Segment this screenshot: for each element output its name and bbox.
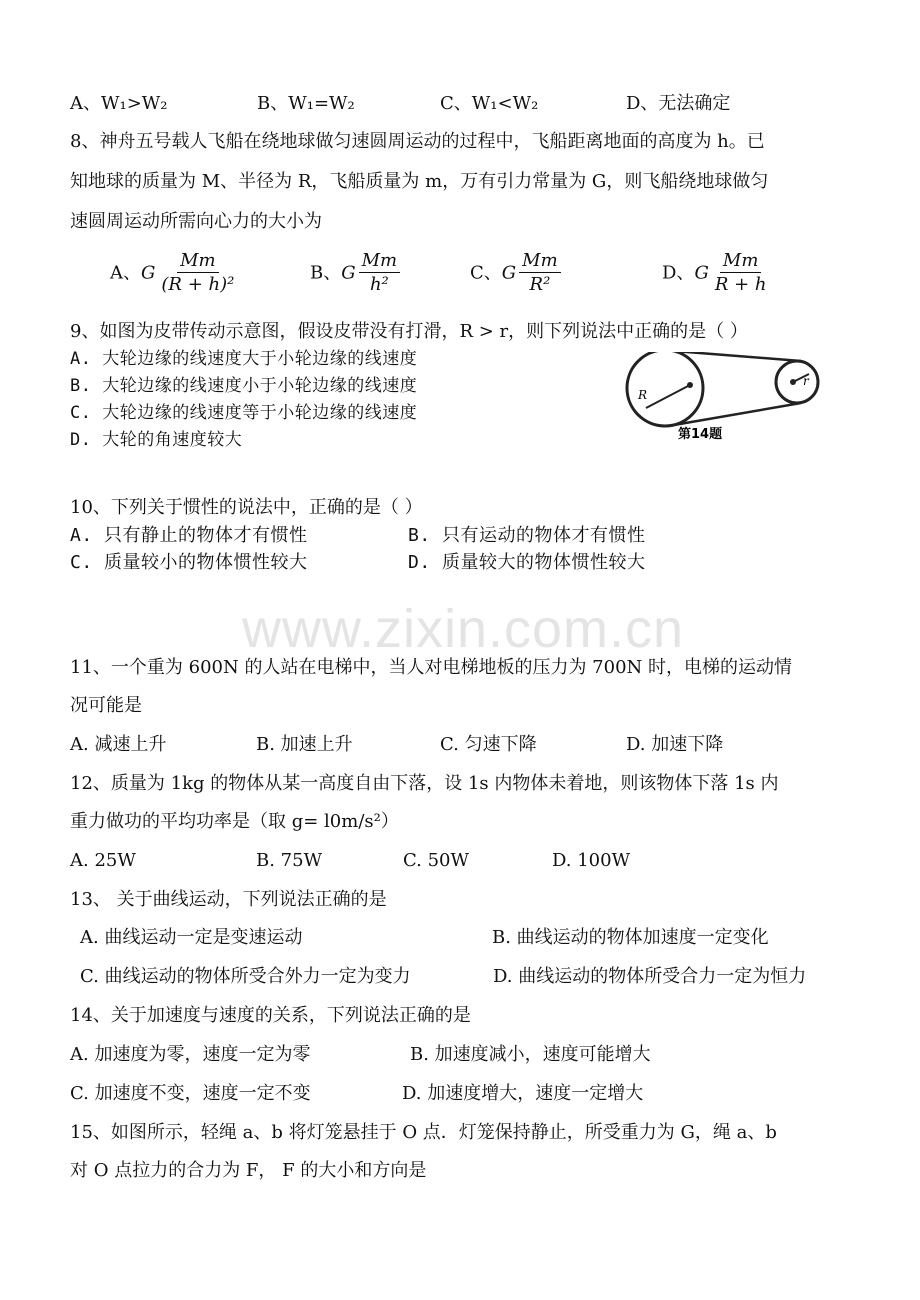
q9-stem: 9、如图为皮带传动示意图，假设皮带没有打滑，R > r，则下列说法中正确的是（ ） (70, 321, 748, 342)
q8-stem-line-1: 8、神舟五号载人飞船在绕地球做匀速圆周运动的过程中，飞船距离地面的高度为 h。已 (70, 131, 765, 152)
q7-option-c: C、W₁<W₂ (440, 93, 539, 114)
formula-g: G (694, 262, 709, 284)
q13-option-c: C. 曲线运动的物体所受合外力一定为变力 (80, 966, 411, 987)
q11-option-a: A. 减速上升 (70, 734, 167, 755)
q10-stem: 10、下列关于惯性的说法中，正确的是（ ） (70, 497, 423, 518)
q13-stem: 13、 关于曲线运动，下列说法正确的是 (70, 889, 387, 910)
q12-stem-line-1: 12、质量为 1kg 的物体从某一高度自由下落，设 1s 内物体未着地，则该物体下落 1s 内 (70, 773, 779, 794)
fraction-denominator: R² (529, 274, 551, 295)
small-wheel (776, 361, 818, 403)
q14-option-b: B. 加速度减小，速度可能增大 (410, 1044, 651, 1065)
formula-g: G (501, 262, 517, 284)
q7-option-b: B、W₁=W₂ (257, 93, 355, 114)
q9-option-c: C. 大轮边缘的线速度等于小轮边缘的线速度 (70, 403, 418, 423)
q10-option-a: A. 只有静止的物体才有惯性 (70, 525, 308, 546)
q8-stem-line-2: 知地球的质量为 M、半径为 R，飞船质量为 m，万有引力常量为 G，则飞船绕地球做匀 (70, 171, 769, 192)
q14-option-a: A. 加速度为零，速度一定为零 (70, 1044, 311, 1065)
fraction (519, 250, 561, 297)
fraction (359, 250, 401, 297)
q11-option-c: C. 匀速下降 (440, 734, 537, 755)
fraction (158, 250, 237, 297)
q8-option-a (110, 250, 237, 297)
q11-stem-line-1: 11、一个重为 600N 的人站在电梯中，当人对电梯地板的压力为 700N 时，电梯的运动情 (70, 657, 793, 678)
q8-option-d (662, 250, 770, 297)
q10-option-c: C. 质量较小的物体惯性较大 (70, 552, 308, 573)
q10-option-b: B. 只有运动的物体才有惯性 (408, 525, 646, 546)
q14-stem: 14、关于加速度与速度的关系，下列说法正确的是 (70, 1005, 471, 1026)
option-letter: B、 (310, 262, 342, 284)
q13-option-b: B. 曲线运动的物体加速度一定变化 (492, 927, 769, 948)
q8-option-c (470, 250, 561, 297)
q11-option-d: D. 加速下降 (626, 734, 724, 755)
q7-option-d: D、无法确定 (626, 93, 731, 114)
q9-option-b: B. 大轮边缘的线速度小于小轮边缘的线速度 (70, 376, 418, 396)
q15-stem-line-2: 对 O 点拉力的合力为 F， F 的大小和方向是 (70, 1160, 427, 1181)
q9-option-d: D. 大轮的角速度较大 (70, 430, 243, 450)
q8-option-b (310, 250, 400, 297)
q12-stem-line-2: 重力做功的平均功率是（取 g= l0m/s²） (70, 811, 399, 832)
q12-option-d: D. 100W (552, 850, 631, 871)
fraction-numerator: Mm (177, 250, 219, 273)
belt-top (674, 352, 801, 361)
q7-option-a: A、W₁>W₂ (70, 93, 168, 114)
q13-option-d: D. 曲线运动的物体所受合力一定为恒力 (493, 966, 807, 987)
fraction-denominator: R + h (714, 274, 767, 295)
q8-stem-line-3: 速圆周运动所需向心力的大小为 (70, 211, 322, 232)
formula-g: G (341, 262, 356, 284)
q10-option-d: D. 质量较大的物体惯性较大 (408, 552, 646, 573)
option-letter: A、 (110, 262, 141, 284)
q13-option-a: A. 曲线运动一定是变速运动 (80, 927, 303, 948)
fraction-numerator: Mm (359, 250, 401, 273)
fraction-numerator: Mm (519, 250, 561, 273)
fraction-numerator: Mm (720, 250, 762, 273)
q12-option-b: B. 75W (256, 850, 323, 871)
q12-option-a: A. 25W (70, 850, 136, 871)
q11-option-b: B. 加速上升 (256, 734, 353, 755)
formula-g: G (141, 262, 156, 284)
q11-stem-line-2: 况可能是 (70, 695, 142, 716)
belt-drive-figure (620, 352, 850, 444)
label-r-small: r (803, 374, 809, 388)
q9-option-a: A. 大轮边缘的线速度大于小轮边缘的线速度 (70, 349, 418, 369)
fraction (712, 250, 770, 297)
fraction-denominator: h² (369, 274, 389, 295)
q12-option-c: C. 50W (403, 850, 469, 871)
fraction-denominator: (R + h)² (161, 274, 235, 295)
q14-option-c: C. 加速度不变，速度一定不变 (70, 1083, 311, 1104)
figure-caption: 第14题 (678, 427, 723, 442)
watermark: www.zixin.com.cn (241, 599, 685, 659)
option-letter: D、 (662, 262, 695, 284)
label-r-large: R (638, 388, 648, 402)
q15-stem-line-1: 15、如图所示，轻绳 a、b 将灯笼悬挂于 O 点．灯笼保持静止，所受重力为 G，绳 a、b (70, 1122, 777, 1143)
option-letter: C、 (470, 262, 502, 284)
q14-option-d: D. 加速度增大，速度一定增大 (402, 1083, 644, 1104)
large-radius-line (646, 385, 690, 408)
